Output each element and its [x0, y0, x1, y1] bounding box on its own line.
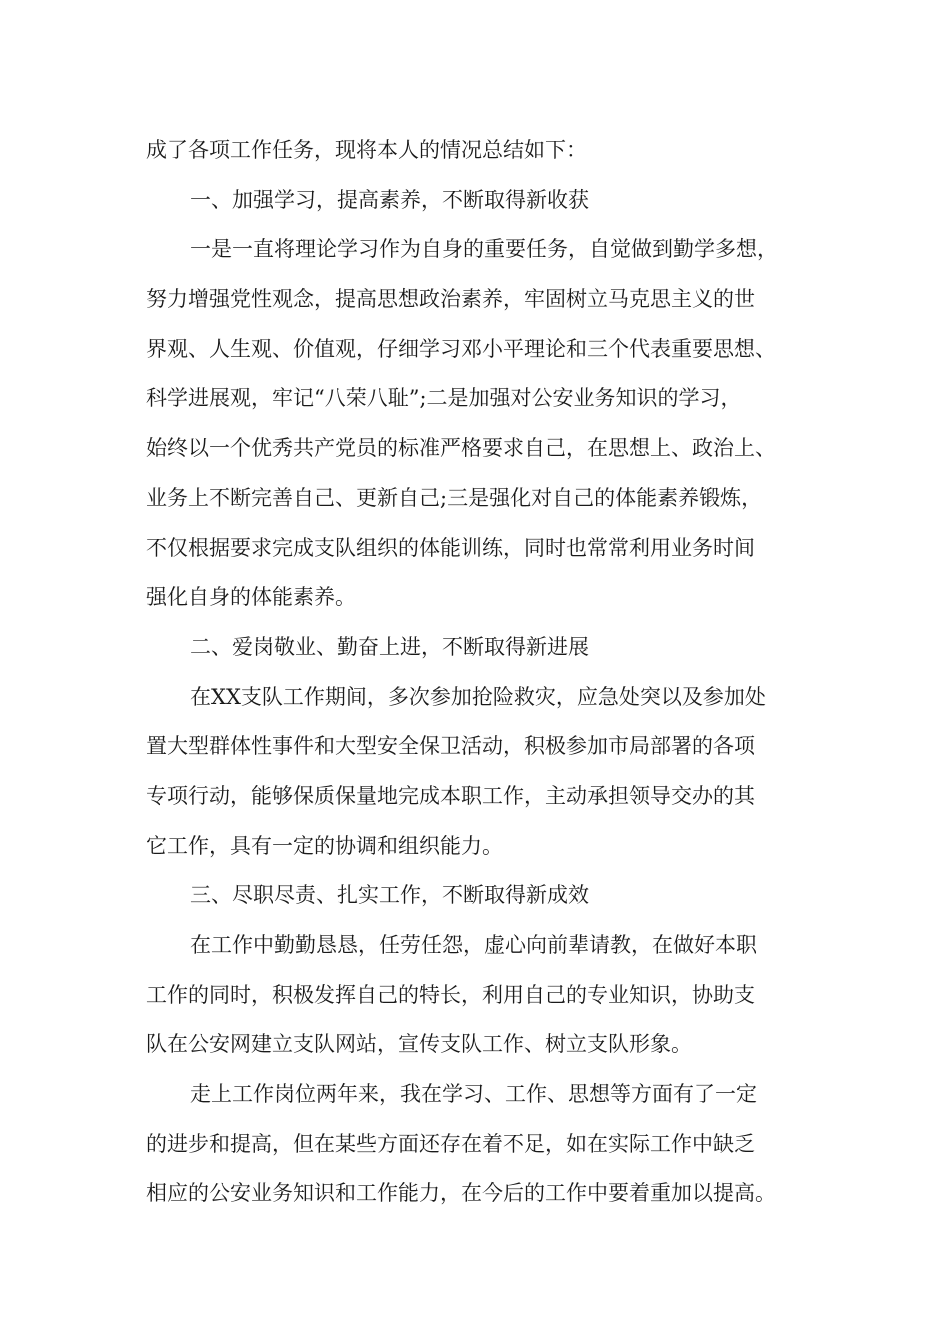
text-line: 工作的同时，积极发挥自己的特长，利用自己的专业知识，协助支	[146, 982, 755, 1007]
text-line: 科学进展观，牢记“八荣八耻”;二是加强对公安业务知识的学习，	[146, 386, 742, 411]
text-line: 的进步和提高，但在某些方面还存在着不足，如在实际工作中缺乏	[146, 1131, 755, 1156]
text-line: 相应的公安业务知识和工作能力，在今后的工作中要着重加以提高。	[146, 1181, 776, 1206]
text-line: 队在公安网建立支队网站，宣传支队工作、树立支队形象。	[146, 1032, 692, 1057]
text-line: 界观、人生观、价值观，仔细学习邓小平理论和三个代表重要思想、	[146, 336, 776, 361]
text-line: 一、加强学习，提高素养，不断取得新收获	[190, 187, 589, 212]
text-line: 始终以一个优秀共产党员的标准严格要求自己，在思想上、政治上、	[146, 436, 776, 461]
text-line: 三、尽职尽责、扎实工作，不断取得新成效	[190, 883, 589, 908]
text-line: 在XX支队工作期间，多次参加抢险救灾，应急处突以及参加处	[190, 684, 766, 709]
document-body	[146, 126, 826, 1219]
text-line: 它工作，具有一定的协调和组织能力。	[146, 833, 503, 858]
text-line: 不仅根据要求完成支队组织的体能训练，同时也常常利用业务时间	[146, 535, 755, 560]
text-line: 一是一直将理论学习作为自身的重要任务，自觉做到勤学多想，	[190, 237, 778, 262]
text-line: 置大型群体性事件和大型安全保卫活动，积极参加市局部署的各项	[146, 734, 755, 759]
text-line: 业务上不断完善自己、更新自己;三是强化对自己的体能素养锻炼，	[146, 485, 763, 510]
text-line: 成了各项工作任务，现将本人的情况总结如下：	[146, 138, 587, 162]
text-line: 专项行动，能够保质保量地完成本职工作，主动承担领导交办的其	[146, 783, 755, 808]
text-line: 在工作中勤勤恳恳，任劳任怨，虚心向前辈请教，在做好本职	[190, 933, 757, 957]
text-line: 努力增强党性观念，提高思想政治素养，牢固树立马克思主义的世	[146, 287, 755, 312]
text-line: 二、爱岗敬业、勤奋上进，不断取得新进展	[190, 634, 589, 659]
text-line: 强化自身的体能素养。	[146, 585, 356, 610]
text-line: 走上工作岗位两年来，我在学习、工作、思想等方面有了一定	[190, 1082, 757, 1107]
